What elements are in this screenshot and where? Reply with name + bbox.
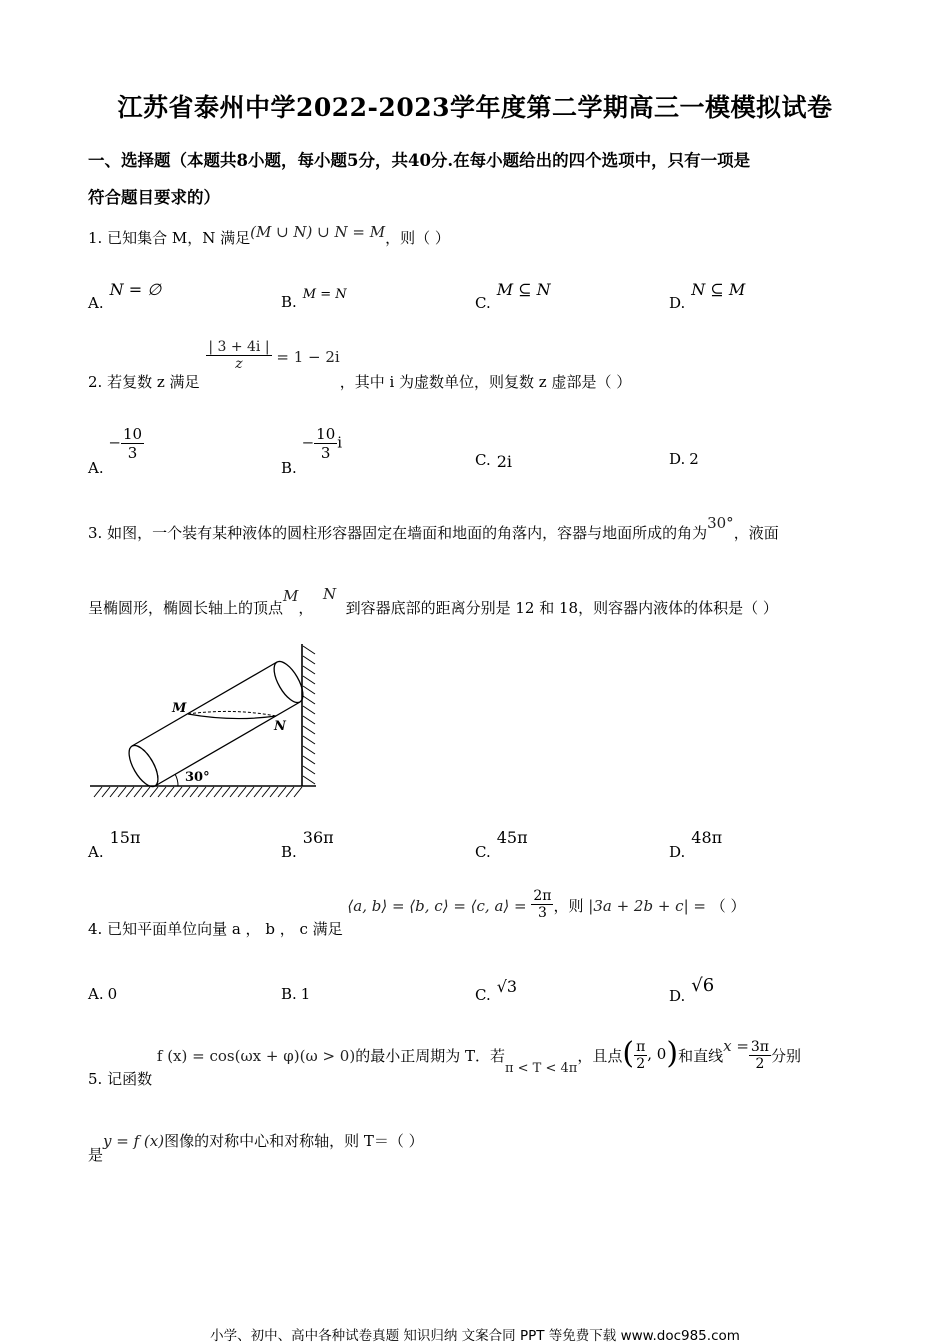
question-5-line1: 5. 记函数 f (x) = cos(ωx + φ)(ω > 0)的最小正周期为 T．若π < T < 4π，且点( $\frac{\pi}{2}$ , 0)和直线x = $\frac{3\pi}{2}$ 分别: [88, 1036, 802, 1088]
q2-option-a: A. − $\frac{10}{3}$: [88, 425, 143, 477]
q4-fraction: $\frac{2\pi}{3}$: [533, 888, 552, 921]
q1-suffix: ，则（ ）: [385, 229, 450, 247]
figure-label-m: M: [172, 701, 187, 716]
q1-option-d: D.N ⊆ M: [669, 280, 746, 312]
q2-option-c: C. 2i: [475, 451, 513, 471]
q5-line-fraction: $\frac{3\pi}{2}$: [750, 1038, 769, 1072]
section-heading-line1: 一、选择题（本题共8小题，每小题5分，共40分.在每小题给出的四个选项中，只有一项是: [88, 151, 751, 170]
question-1: [88, 223, 450, 248]
question-3-line2: 呈椭圆形，椭圆长轴上的顶点M， N 到容器底部的距离分别是 12 和 18，则容器内液体的体积是（ ）: [88, 585, 778, 617]
q3-option-a: A.15π: [88, 828, 141, 861]
q1-prefix: 1. 已知集合 M，N 满足: [88, 229, 251, 247]
q2-prefix: 2. 若复数 z 满足: [88, 372, 200, 391]
q2-fraction: $\frac{| 3 + 4i |}{z}$: [208, 339, 270, 372]
angle-arc: [175, 774, 178, 786]
cylinder-top-edge: [132, 662, 277, 746]
q4-abs: |3a + 2b + c| =: [588, 896, 706, 915]
q5-point: $\frac{\pi}{2}$: [636, 1038, 646, 1072]
ground-hatch: [94, 787, 302, 797]
question-3-line1: 3. 如图，一个装有某种液体的圆柱形容器固定在墙面和地面的角落内，容器与地面所成的角为30°，液面: [88, 514, 779, 542]
q5-y-equals: y = f (x): [103, 1132, 165, 1150]
question-5-line2: 是y = f (x)图像的对称中心和对称轴，则 T＝（ ）: [88, 1132, 424, 1164]
question-2: [88, 339, 632, 391]
q3-vertex-m: M: [283, 587, 299, 605]
figure-label-n: N: [274, 719, 286, 734]
q4-option-a: A. 0: [88, 985, 118, 1003]
figure-angle-label: 30°: [185, 770, 210, 785]
q2-option-d: D. 2: [669, 450, 699, 468]
q3-angle: 30°: [707, 514, 734, 532]
q3-option-c: C.45π: [475, 828, 528, 861]
q3-vertex-n: N: [322, 585, 337, 603]
q1-option-a: A.N = ∅: [88, 280, 162, 312]
liquid-surface-front: [188, 714, 276, 719]
q2-suffix: ，其中 i 为虚数单位，则复数 z 虚部是（ ）: [339, 372, 632, 391]
cylinder-figure: [88, 640, 328, 802]
q5-function: f (x) = cos(ωx + φ)(ω > 0): [156, 1047, 356, 1065]
q1-formula: (M ∪ N) ∪ N = M: [250, 223, 386, 241]
q1-option-b: B. M = N: [281, 287, 347, 311]
q1-option-c: C.M ⊆ N: [475, 280, 551, 312]
page-title: 江苏省泰州中学2022-2023学年度第二学期高三一模模拟试卷: [117, 93, 833, 122]
question-4: 4. 已知平面单位向量 a ， b ， c 满足 ⟨a, b⟩ = ⟨b, c⟩ = ⟨c, a⟩ = $\frac{2\pi}{3}$ ，则 |3a + 2b + c| = （ ）: [88, 888, 746, 938]
q3-option-d: D.48π: [669, 828, 723, 861]
q3-option-b: B.36π: [281, 828, 334, 861]
q4-formula: ⟨a, b⟩ = ⟨b, c⟩ = ⟨c, a⟩ =: [347, 896, 527, 915]
q2-option-b: B. − $\frac{10}{3}$ i: [281, 425, 343, 477]
q4-option-d: D. √6: [669, 975, 715, 1005]
q4-option-b: B. 1: [281, 985, 311, 1003]
q2-rhs: = 1 − 2i: [276, 347, 340, 366]
q5-inequality: π < T < 4π: [504, 1061, 578, 1076]
liquid-surface-back: [188, 711, 276, 716]
wall-hatch: [303, 646, 315, 784]
q5-line-lhs: x =: [723, 1037, 749, 1055]
q4-option-c: C. √3: [475, 977, 518, 1004]
footer-text: 小学、初中、高中各种试卷真题 知识归纳 文案合同 PPT 等免费下载 www.doc985.com: [210, 1328, 740, 1344]
section-heading-line2: 符合题目要求的）: [88, 188, 220, 207]
